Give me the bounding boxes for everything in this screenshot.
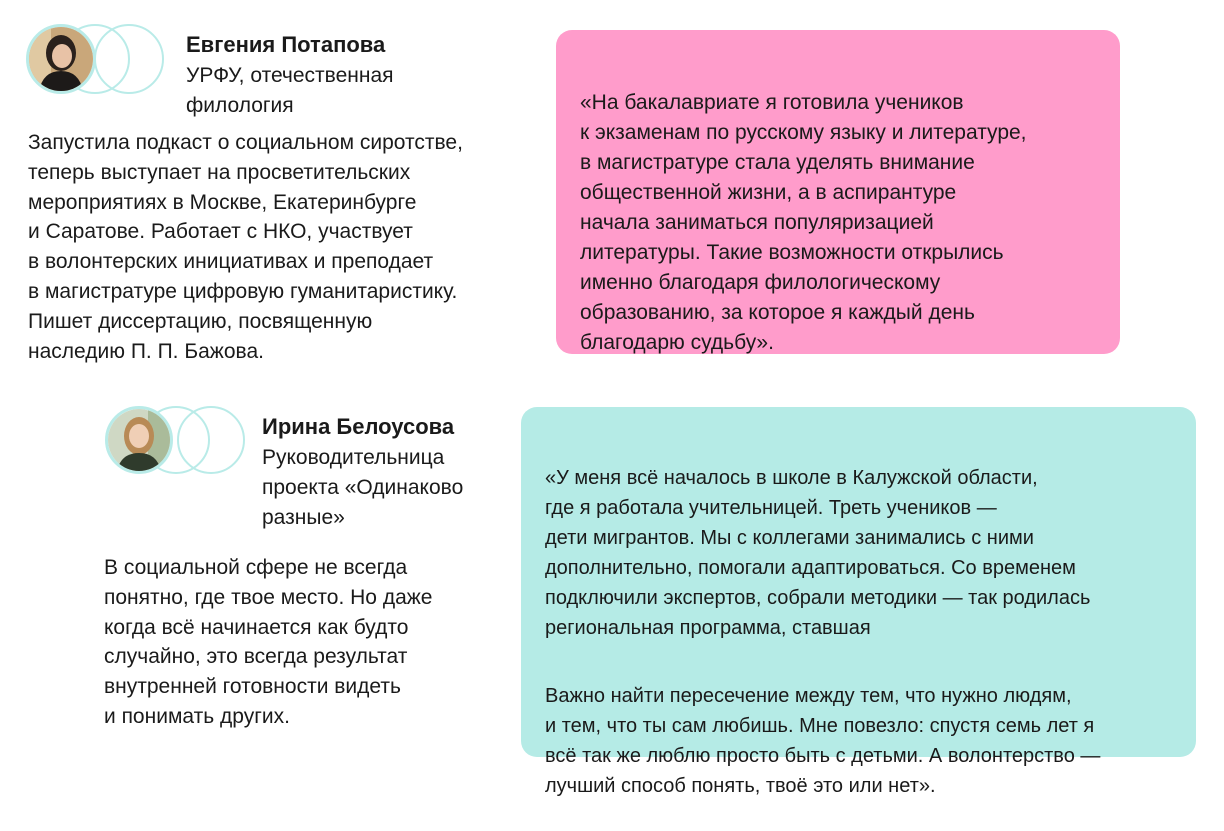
quote-text: «На бакалавриате я готовила учеников к экзаменам по русскому языку и литературе, в магистратуре стала уделять внимание общественной жизни, а в аспирантуре начала заниматься популяризацией литературы. Такие возможности открылись именно благодаря филологическому образованию, за которое я каждый день благодарю судьбу». [580,91,1027,354]
quote-paragraph: «У меня всё началось в школе в Калужской области, где я работала учительницей. Треть учеников — дети мигрантов. Мы с коллегами занимались с ними дополнительно, помогали адаптироваться. Со временем подключили экспертов, собрали методики — так родилась региональная программа, ставшая [545,467,1091,639]
portrait-photo-icon [108,409,170,471]
profile-evgenia [0,0,1224,380]
avatar [105,406,173,474]
quote-bubble [521,407,1196,797]
avatar [26,24,96,94]
profile-irina [0,380,1224,797]
person-name: Евгения Потапова [186,32,386,57]
person-name: Ирина Белоусова [262,414,455,439]
quote-bubble [556,30,1120,354]
avatar-group [26,24,171,94]
person-bio: В социальной сфере не всегда понятно, где твое место. Но даже когда всё начинается как будто случайно, это всегда результат внутренней готовности видеть и понимать других. [104,556,433,728]
portrait-photo-icon [29,27,93,91]
quote-paragraph: Важно найти пересечение между тем, что нужно людям, и тем, что ты сам любишь. Мне повезло: спустя семь лет я всё так же люблю просто быть с детьми. А волонтерство — лучший способ понять, твоё это или нет». [545,685,1101,797]
person-bio: Запустила подкаст о социальном сиротстве, теперь выступает на просветительских мероприятиях в Москве, Екатеринбурге и Саратове. Работает с НКО, участвует в волонтерских инициативах и преподает в магистратуре цифровую гуманитаристику. Пишет диссертацию, посвященную наследию П. П. Бажова. [28,131,463,363]
person-role: УРФУ, отечественная филология [186,64,394,117]
avatar-group [105,406,247,474]
person-role: Руководительница проекта «Одинаково разные» [262,446,464,529]
